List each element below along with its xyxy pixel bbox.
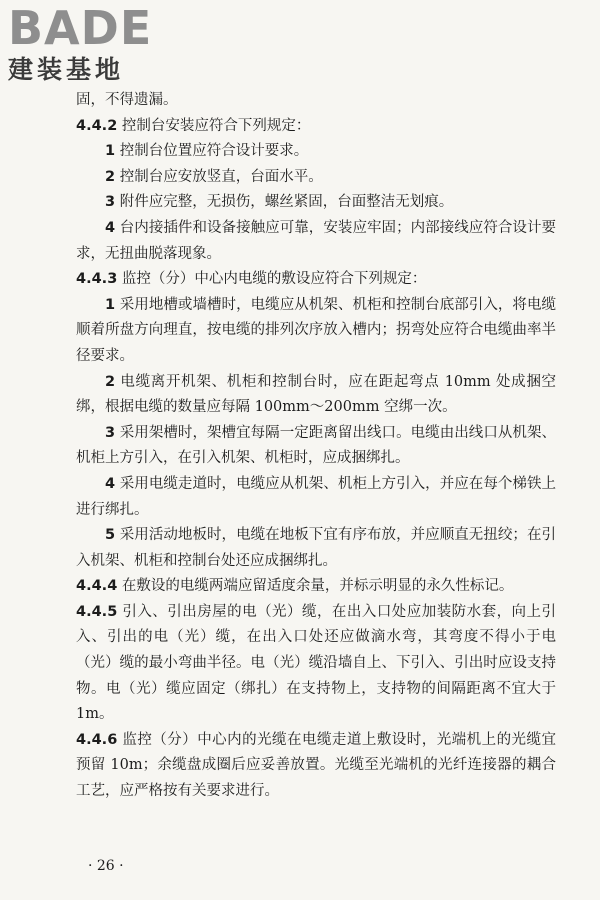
list-item: 5 采用活动地板时，电缆在地板下宜有序布放，并应顺直无扭绞；在引入机架、机柜和控制台处还应成捆绑扎。 [76, 527, 557, 569]
clause-4-4-5 [76, 600, 556, 728]
document-body [76, 88, 556, 805]
clause-4-4-4 [76, 574, 556, 600]
clause-4-4-2 [76, 114, 556, 140]
clause-4-4-3 [76, 267, 556, 293]
list-item: 1 控制台位置应符合设计要求。 [105, 143, 309, 160]
continuation-text: 固，不得遗漏。 [76, 92, 178, 108]
clause-number: 4.4.3 [76, 271, 118, 288]
clause-number: 4.4.6 [76, 731, 118, 748]
list-item: 2 电缆离开机架、机柜和控制台时，应在距起弯点 10mm 处成捆空绑，根据电缆的数量应每隔 100mm～200mm 空绑一次。 [76, 373, 557, 416]
logo-subtitle: 建装基地 [8, 55, 125, 84]
bade-logo [8, 1, 183, 84]
list-item: 4 台内接插件和设备接触应可靠，安装应牢固；内部接线应符合设计要求，无扭曲脱落现象。 [76, 219, 557, 262]
list-item: 4 采用电缆走道时，电缆应从机架、机柜上方引入，并应在每个梯铁上进行绑扎。 [76, 475, 557, 518]
list-item: 2 控制台应安放竖直，台面水平。 [105, 168, 323, 185]
clause-text: 监控（分）中心内电缆的敷设应符合下列规定： [121, 271, 427, 288]
clause-4-4-6 [76, 728, 556, 805]
clause-text: 监控（分）中心内的光缆在电缆走道上敷设时，光端机上的光缆宜预留 10m；余缆盘成圈后应妥善放置。光缆至光端机的光纤连接器的耦合工艺，应严格按有关要求进行。 [76, 731, 556, 800]
clause-number: 4.4.4 [76, 578, 118, 595]
clause-text: 引入、引出房屋的电（光）缆，在出入口处应加装防水套，向上引入、引出的电（光）缆，在出入口处还应做滴水弯，其弯度不得小于电（光）缆的最小弯曲半径。电（光）缆沿墙自上、下引入、引出时应设支持物。电（光）缆应固定（绑扎）在支持物上，支持物的间隔距离不宜大于 1m。 [76, 603, 556, 723]
page-number: · 26 · [88, 858, 124, 874]
clause-text: 控制台安装应符合下列规定： [121, 117, 311, 134]
list-item: 3 采用架槽时，架槽宜每隔一定距离留出线口。电缆由出线口从机架、机柜上方引入，在引入机架、机柜时，应成捆绑扎。 [76, 424, 557, 467]
logo-brand: BADE [8, 1, 153, 55]
list-item: 3 附件应完整，无损伤，螺丝紧固，台面整洁无划痕。 [105, 194, 454, 211]
clause-number: 4.4.5 [76, 603, 118, 620]
clause-number: 4.4.2 [76, 117, 118, 134]
clause-text: 在敷设的电缆两端应留适度余量，并标示明显的永久性标记。 [121, 578, 514, 595]
list-item: 1 采用地槽或墙槽时，电缆应从机架、机柜和控制台底部引入，将电缆顺着所盘方向理直，按电缆的排列次序放入槽内；拐弯处应符合电缆曲率半径要求。 [76, 296, 557, 364]
